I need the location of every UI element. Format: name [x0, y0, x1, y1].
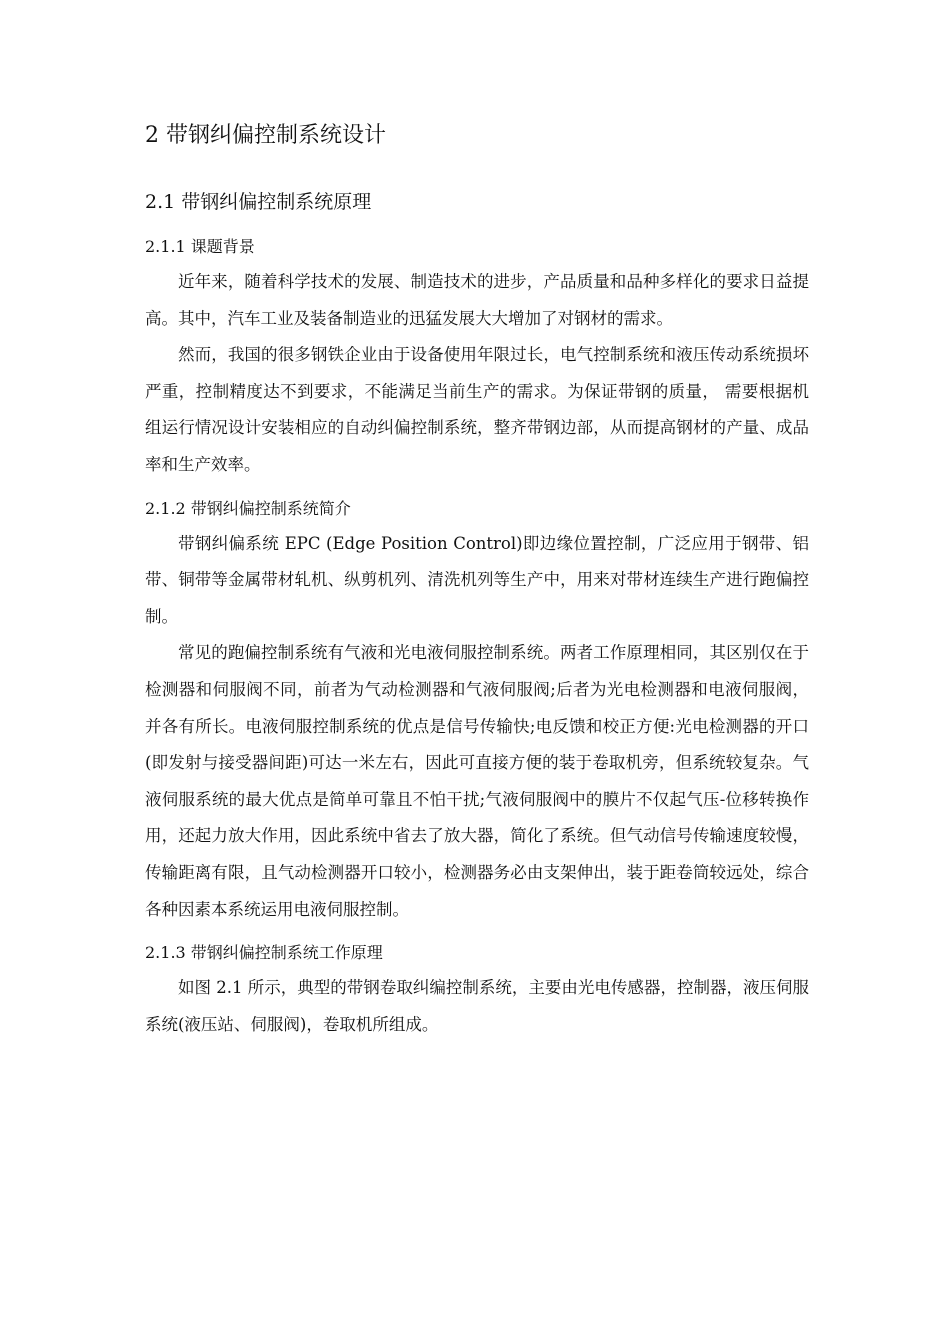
document-body: [145, 116, 809, 1043]
subsection-heading-working-principle: 2.1.3 带钢纠偏控制系统工作原理: [145, 943, 383, 963]
chapter-title: 2 带钢纠偏控制系统设计: [145, 123, 386, 148]
paragraph: 带钢纠偏系统 EPC (Edge Position Control)即边缘位置控制，广泛应用于钢带、铝带、铜带等金属带材轧机、纵剪机列、清洗机列等生产中，用来对带材连续生产进行跑偏控制。: [145, 533, 809, 626]
paragraph: 常见的跑偏控制系统有气液和光电液伺服控制系统。两者工作原理相同，其区别仅在于检测器和伺服阀不同，前者为气动检测器和气液伺服阀;后者为光电检测器和电液伺服阀，并各有所长。电液伺服控制系统的优点是信号传输快;电反馈和校正方便:光电检测器的开口(即发射与接受器间距)可达一米左右，因此可直接方便的装于卷取机旁，但系统较复杂。气液伺服系统的最大优点是简单可靠且不怕干扰;气液伺服阀中的膜片不仅起气压-位移转换作用，还起力放大作用，因此系统中省去了放大器，简化了系统。但气动信号传输速度较慢，传输距离有限，且气动检测器开口较小，检测器务必由支架伸出，装于距卷筒较远处，综合各种因素本系统运用电液伺服控制。: [145, 643, 809, 919]
paragraph: 近年来，随着科学技术的发展、制造技术的进步，产品质量和品种多样化的要求日益提高。其中，汽车工业及装备制造业的迅猛发展大大增加了对钢材的需求。: [145, 272, 809, 328]
paragraph: 然而，我国的很多钢铁企业由于设备使用年限过长，电气控制系统和液压传动系统损坏严重，控制精度达不到要求，不能满足当前生产的需求。为保证带钢的质量， 需要根据机组运行情况设计安装相应的自动纠偏控制系统，整齐带钢边部，从而提高钢材的产量、成品率和生产效率。: [145, 345, 809, 474]
section-title: 2.1 带钢纠偏控制系统原理: [145, 191, 372, 213]
subsection-heading-introduction: 2.1.2 带钢纠偏控制系统简介: [145, 498, 351, 518]
paragraph: 如图 2.1 所示，典型的带钢卷取纠编控制系统，主要由光电传感器，控制器，液压伺服系统(液压站、伺服阀)，卷取机所组成。: [145, 978, 809, 1034]
subsection-heading-background: 2.1.1 课题背景: [145, 237, 255, 256]
